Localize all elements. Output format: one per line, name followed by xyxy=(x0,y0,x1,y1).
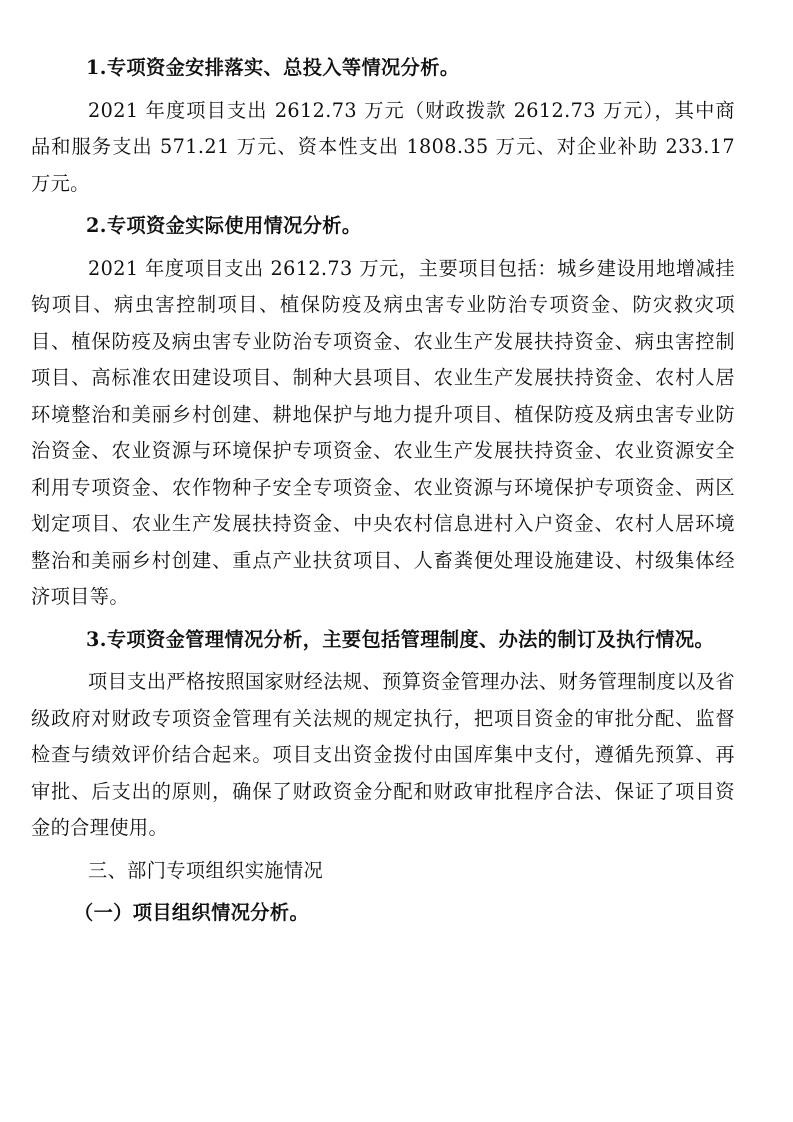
section-heading-1: 1.专项资金安排落实、总投入等情况分析。 xyxy=(86,56,460,79)
section-heading-2: 2.专项资金实际使用情况分析。 xyxy=(86,214,362,237)
section-heading-3: 3.专项资金管理情况分析，主要包括管理制度、办法的制订及执行情况。 xyxy=(86,627,715,651)
paragraph-funding-arrangement: 2021 年度项目支出 2612.73 万元（财政拨款 2612.73 万元），其中商品和服务支出 571.21 万元、资本性支出 1808.35 万元、对企业补助 233.17 万元。 xyxy=(31,98,735,195)
subsection-heading-1: （一）项目组织情况分析。 xyxy=(74,901,310,924)
chapter-heading-3: 三、部门专项组织实施情况 xyxy=(88,858,324,882)
paragraph-funding-usage: 2021 年度项目支出 2612.73 万元，主要项目包括：城乡建设用地增减挂钩项目、病虫害控制项目、植保防疫及病虫害专业防治专项资金、防灾救灾项目、植保防疫及病虫害专业防治专项资金、农业生产发展扶持资金、病虫害控制项目、高标准农田建设项目、制种大县项目、农业生产发展扶持资金、农村人居环境整治和美丽乡村创建、耕地保护与地力提升项目、植保防疫及病虫害专业防治资金、农业资源与环境保护专项资金、农业生产发展扶持资金、农业资源安全利用专项资金、农作物种子安全专项资金、农业资源与环境保护专项资金、两区划定项目、农业生产发展扶持资金、中央农村信息进村入户资金、农村人居环境整治和美丽乡村创建、重点产业扶贫项目、人畜粪便处理设施建设、村级集体经济项目等。 xyxy=(31,256,735,608)
paragraph-funding-management: 项目支出严格按照国家财经法规、预算资金管理办法、财务管理制度以及省级政府对财政专项资金管理有关法规的规定执行，把项目资金的审批分配、监督检查与绩效评价结合起来。项目支出资金拨付由国库集中支付，遵循先预算、再审批、后支出的原则，确保了财政资金分配和财政审批程序合法、保证了项目资金的合理使用。 xyxy=(31,670,735,839)
